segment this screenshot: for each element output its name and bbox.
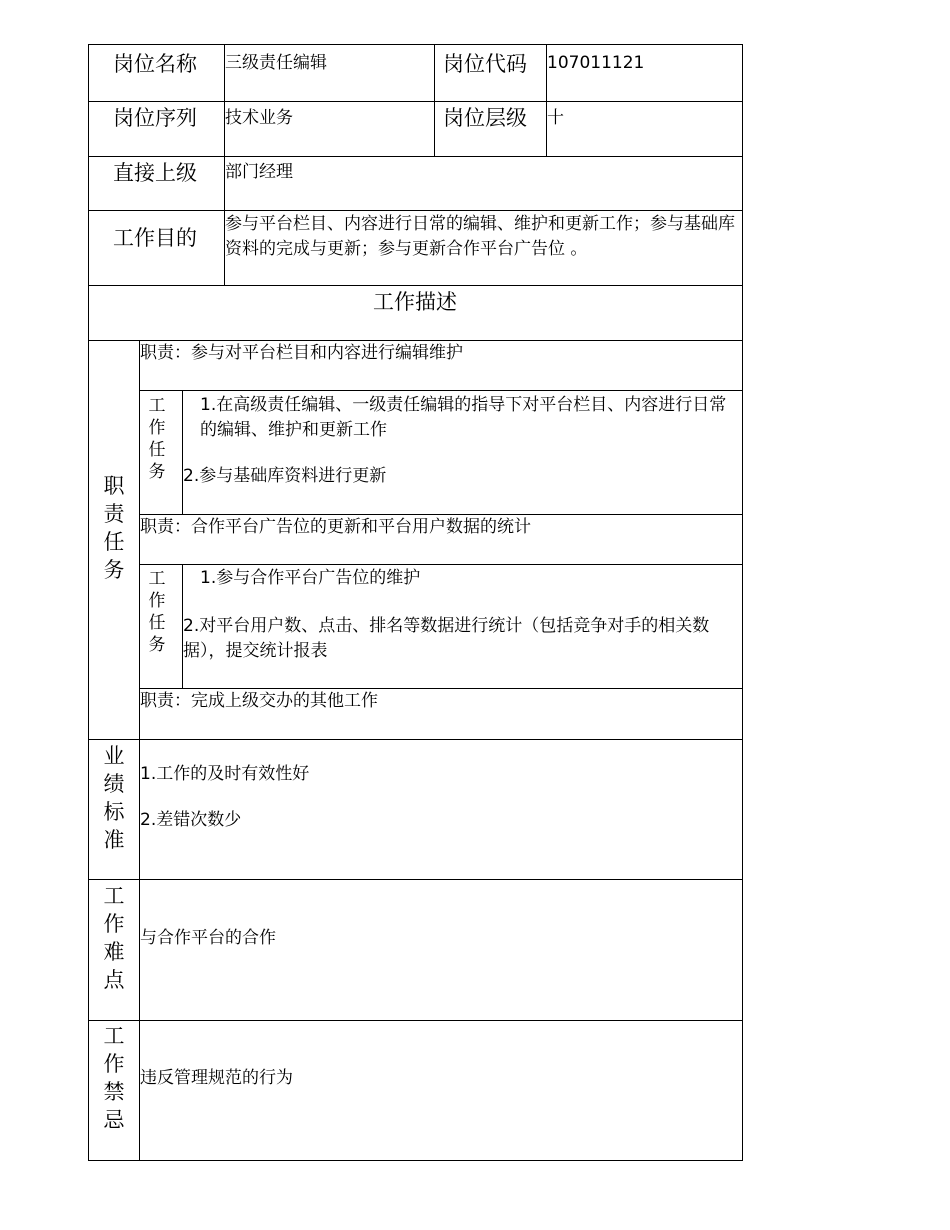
duty2-task2: 2.对平台用户数、点击、排名等数据进行统计（包括竞争对手的相关数据），提交统计报表 — [183, 616, 710, 661]
level-value: 十 — [547, 108, 564, 128]
sequence-label: 岗位序列 — [113, 106, 197, 130]
position-name-label: 岗位名称 — [113, 52, 197, 76]
difficulty-value: 与合作平台的合作 — [140, 928, 276, 948]
duty3: 职责：完成上级交办的其他工作 — [140, 691, 378, 711]
position-code-value: 107011121 — [547, 53, 645, 73]
cell-taboo-value — [139, 1020, 743, 1161]
duties-label: 职责任务 — [103, 474, 125, 582]
position-code-label: 岗位代码 — [443, 52, 527, 76]
sequence-value: 技术业务 — [225, 108, 293, 128]
description-title: 工作描述 — [373, 290, 457, 314]
performance-label: 业绩标准 — [103, 744, 125, 852]
position-name-value: 三级责任编辑 — [225, 53, 327, 73]
cell-superior-value — [224, 156, 743, 211]
cell-difficulty-value — [139, 879, 743, 1021]
duty1-task2: 2.参与基础库资料进行更新 — [183, 466, 387, 486]
duty2-task-label: 工作任务 — [148, 569, 166, 655]
cell-level-value — [546, 101, 743, 157]
taboo-label: 工作禁忌 — [103, 1024, 125, 1132]
taboo-value: 违反管理规范的行为 — [140, 1068, 293, 1088]
purpose-label: 工作目的 — [113, 226, 197, 250]
duty2-task1: 1.参与合作平台广告位的维护 — [200, 568, 421, 588]
duty1-task1: 1.在高级责任编辑、一级责任编辑的指导下对平台栏目、内容进行日常的编辑、维护和更新工作 — [200, 395, 727, 440]
performance-item2: 2.差错次数少 — [140, 810, 242, 830]
duty1: 职责：参与对平台栏目和内容进行编辑维护 — [140, 343, 463, 363]
duty2: 职责：合作平台广告位的更新和平台用户数据的统计 — [140, 517, 531, 537]
performance-item1: 1.工作的及时有效性好 — [140, 764, 310, 784]
purpose-value: 参与平台栏目、内容进行日常的编辑、维护和更新工作；参与基础库资料的完成与更新；参与更新合作平台广告位 。 — [225, 214, 735, 259]
level-label: 岗位层级 — [443, 106, 527, 130]
difficulty-label: 工作难点 — [103, 884, 125, 992]
superior-label: 直接上级 — [113, 161, 197, 185]
superior-value: 部门经理 — [225, 162, 293, 182]
duty1-task-label: 工作任务 — [148, 396, 166, 482]
